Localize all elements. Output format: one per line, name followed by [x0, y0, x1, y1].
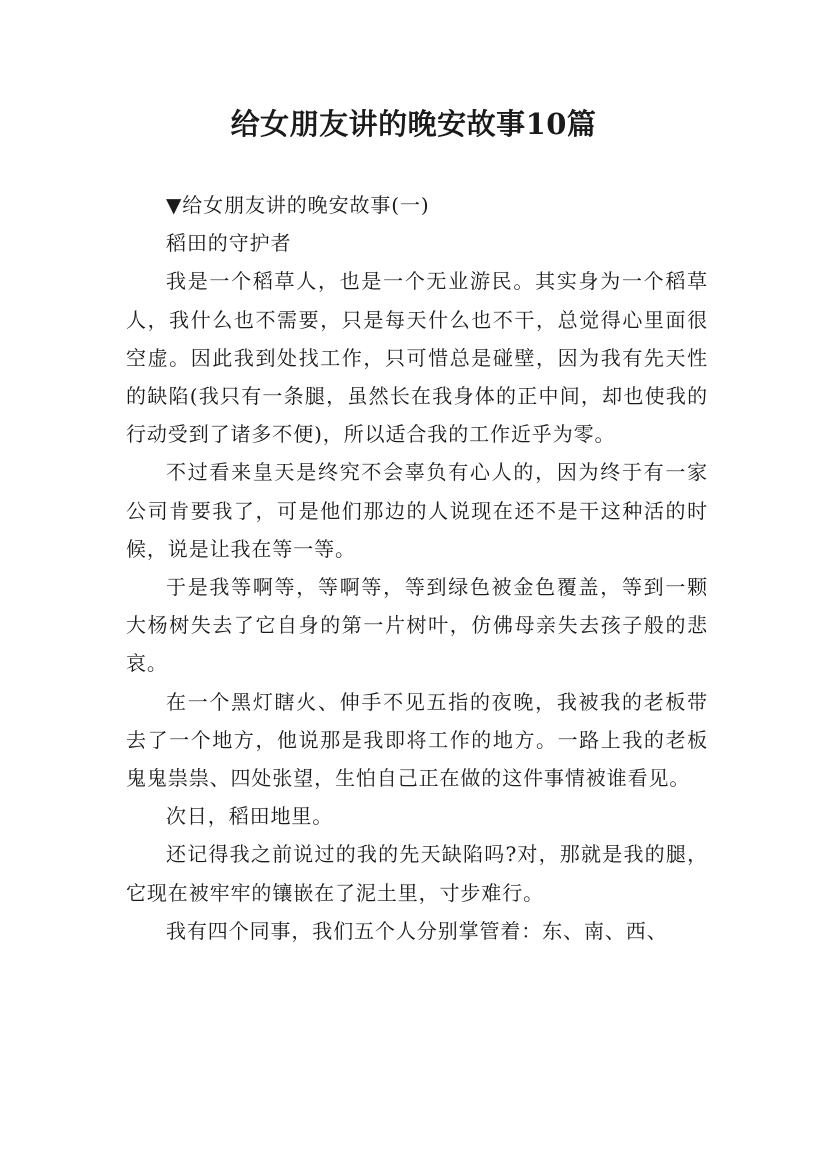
paragraph: 还记得我之前说过的我的先天缺陷吗?对，那就是我的腿，它现在被牢牢的镶嵌在了泥土里，寸步难行。	[126, 842, 708, 905]
document-body	[126, 186, 708, 950]
paragraph: 我有四个同事，我们五个人分别掌管着：东、南、西、	[166, 918, 668, 943]
paragraph: 次日，稻田地里。	[166, 804, 334, 829]
paragraph: 我是一个稻草人，也是一个无业游民。其实身为一个稻草人，我什么也不需要，只是每天什么也不干，总觉得心里面很空虚。因此我到处找工作，只可惜总是碰壁，因为我有先天性的缺陷(我只有一条腿，虽然长在我身体的正中间，却也使我的行动受到了诸多不便)，所以适合我的工作近乎为零。	[126, 269, 708, 447]
document-title: 给女朋友讲的晚安故事10篇	[230, 107, 597, 141]
section-heading: ▼给女朋友讲的晚安故事(一)	[166, 193, 430, 217]
story-title: 稻田的守护者	[166, 231, 292, 256]
paragraph: 不过看来皇天是终究不会辜负有心人的，因为终于有一家公司肯要我了，可是他们那边的人说现在还不是干这种活的时候，说是让我在等一等。	[126, 460, 708, 561]
paragraph: 于是我等啊等，等啊等，等到绿色被金色覆盖，等到一颗大杨树失去了它自身的第一片树叶，仿佛母亲失去孩子般的悲哀。	[126, 575, 708, 676]
paragraph: 在一个黑灯瞎火、伸手不见五指的夜晚，我被我的老板带去了一个地方，他说那是我即将工作的地方。一路上我的老板鬼鬼祟祟、四处张望，生怕自己正在做的这件事情被谁看见。	[126, 689, 708, 791]
